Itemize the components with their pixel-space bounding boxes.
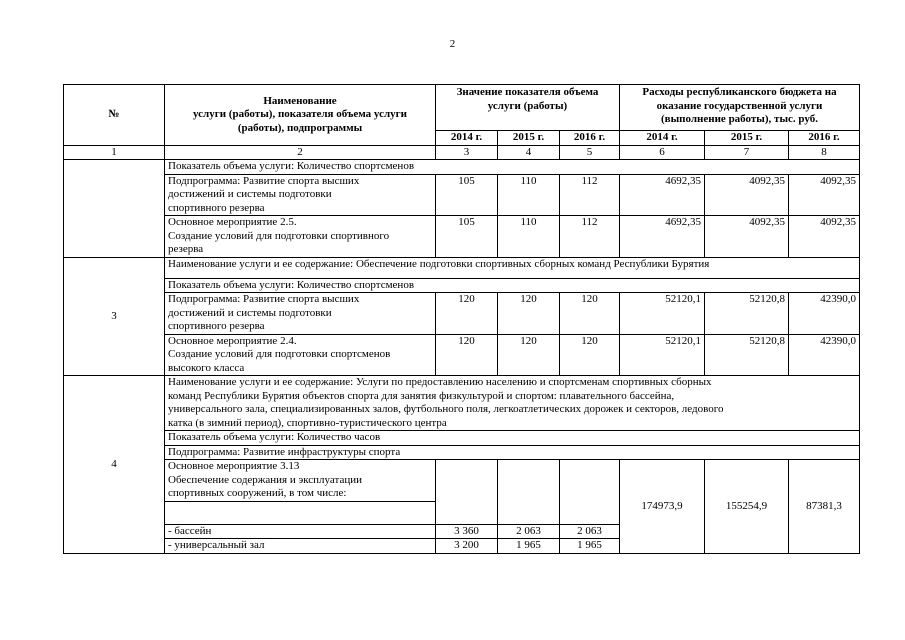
row-name-line: спортивного резерва — [168, 320, 265, 332]
indicator-row: Показатель объема услуги: Количество спортсменов — [165, 160, 860, 175]
volume-2015: 110 — [498, 174, 560, 216]
row-name-line: Создание условий для подготовки спортсменов — [168, 348, 391, 360]
facility-name: - универсальный зал — [165, 539, 436, 554]
budget-2015: 52120,8 — [705, 334, 789, 376]
budget-2014: 52120,1 — [620, 293, 705, 335]
row-name-line: Основное мероприятие 2.5. — [168, 216, 297, 228]
budget-2014: 174973,9 — [620, 460, 705, 554]
subprogram-row: Подпрограмма: Развитие инфраструктуры спорта — [165, 445, 860, 460]
table-row — [64, 174, 860, 216]
budget-2016: 4092,35 — [789, 174, 860, 216]
budget-2015: 4092,35 — [705, 174, 789, 216]
table-row — [64, 460, 860, 502]
row-name-line: достижений и системы подготовки — [168, 188, 332, 200]
budget-2016: 42390,0 — [789, 334, 860, 376]
volume-2014: 120 — [436, 334, 498, 376]
row-name-line: Подпрограмма: Развитие спорта высших — [168, 293, 360, 305]
table-row — [64, 334, 860, 376]
header-name-line-1: Наименование — [263, 94, 337, 107]
volume-2016: 112 — [560, 216, 620, 258]
volume-2015: 120 — [498, 293, 560, 335]
row-name-line: Подпрограмма: Развитие спорта высших — [168, 174, 360, 187]
table-row — [64, 293, 860, 335]
indicator-row: Показатель объема услуги: Количество часов — [165, 431, 860, 446]
volume-2014: 105 — [436, 174, 498, 216]
block-number: 3 — [64, 257, 165, 376]
services-table — [63, 84, 860, 554]
column-number: 8 — [789, 145, 860, 160]
row-name-empty — [165, 501, 436, 524]
row-name — [165, 216, 436, 258]
budget-2015: 4092,35 — [705, 216, 789, 258]
budget-2016: 87381,3 — [789, 460, 860, 554]
row-name-line: Основное мероприятие 3.13 — [168, 460, 300, 472]
column-number: 2 — [165, 145, 436, 160]
header-year: 2014 г. — [436, 131, 498, 146]
volume-2014: 3 360 — [436, 524, 498, 539]
header-name-line-3: (работы), подпрограммы — [237, 121, 363, 134]
header-name-line-2: услуги (работы), показателя объема услуги — [193, 108, 407, 120]
volume-2014-empty — [436, 460, 498, 525]
row-name-line: высокого класса — [168, 361, 245, 374]
volume-2015: 120 — [498, 334, 560, 376]
header-year: 2015 г. — [498, 131, 560, 146]
service-description — [165, 376, 860, 431]
service-line: универсального зала, специализированных залов, футбольного поля, легкоатлетических дорожек и секторов, ледового — [168, 403, 724, 415]
facility-name: - бассейн — [165, 524, 436, 539]
volume-2016: 1 965 — [560, 539, 620, 554]
header-year: 2016 г. — [560, 131, 620, 146]
budget-2016: 42390,0 — [789, 293, 860, 335]
volume-2015: 2 063 — [498, 524, 560, 539]
row-name-line: спортивных сооружений, в том числе: — [168, 487, 347, 499]
volume-2014: 120 — [436, 293, 498, 335]
row-name-line: Обеспечение содержания и эксплуатации — [168, 473, 362, 486]
row-name — [165, 460, 436, 502]
indicator-row: Показатель объема услуги: Количество спортсменов — [165, 278, 860, 293]
volume-2015: 110 — [498, 216, 560, 258]
service-line: Наименование услуги и ее содержание: Услуги по предоставлению населению и спортсменам спортивных сборных — [168, 376, 712, 388]
header-name — [165, 85, 436, 146]
budget-2014: 52120,1 — [620, 334, 705, 376]
row-name — [165, 174, 436, 216]
volume-2015: 1 965 — [498, 539, 560, 554]
budget-2014: 4692,35 — [620, 174, 705, 216]
column-number: 7 — [705, 145, 789, 160]
column-number: 5 — [560, 145, 620, 160]
page-number: 2 — [449, 38, 456, 50]
block-number-empty — [64, 160, 165, 258]
service-line: катка (в зимний период), спортивно-туристического центра — [168, 416, 447, 429]
volume-2016: 120 — [560, 334, 620, 376]
budget-2015: 52120,8 — [705, 293, 789, 335]
service-description: Наименование услуги и ее содержание: Обеспечение подготовки спортивных сборных команд Республики Бурятия — [165, 257, 860, 278]
budget-2016: 4092,35 — [789, 216, 860, 258]
volume-2016: 2 063 — [560, 524, 620, 539]
column-number: 1 — [64, 145, 165, 160]
column-number: 4 — [498, 145, 560, 160]
column-number: 3 — [436, 145, 498, 160]
block-number: 4 — [64, 376, 165, 554]
header-year: 2014 г. — [620, 131, 705, 146]
row-name-line: Создание условий для подготовки спортивного — [168, 229, 390, 242]
header-number: № — [64, 85, 165, 146]
header-year: 2015 г. — [705, 131, 789, 146]
row-name-line: спортивного резерва — [168, 201, 265, 214]
row-name — [165, 334, 436, 376]
row-name-line: Основное мероприятие 2.4. — [168, 334, 297, 347]
volume-2015-empty — [498, 460, 560, 525]
budget-2015: 155254,9 — [705, 460, 789, 554]
row-name — [165, 293, 436, 335]
header-budget: Расходы республиканского бюджета на оказание государственной услуги (выполнение работы), тыс. руб. — [620, 85, 860, 131]
budget-2014: 4692,35 — [620, 216, 705, 258]
table-row — [64, 216, 860, 258]
service-line: команд Республики Бурятия объектов спорта для занятия физкультурой и спортом: плавательного бассейна, — [168, 389, 675, 402]
volume-2016-empty — [560, 460, 620, 525]
volume-2016: 112 — [560, 174, 620, 216]
volume-2016: 120 — [560, 293, 620, 335]
column-number: 6 — [620, 145, 705, 160]
row-name-line: резерва — [168, 243, 204, 255]
row-name-line: достижений и системы подготовки — [168, 306, 332, 319]
header-year: 2016 г. — [789, 131, 860, 146]
header-volume: Значение показателя объема услуги (работы) — [436, 85, 620, 131]
volume-2014: 3 200 — [436, 539, 498, 554]
volume-2014: 105 — [436, 216, 498, 258]
